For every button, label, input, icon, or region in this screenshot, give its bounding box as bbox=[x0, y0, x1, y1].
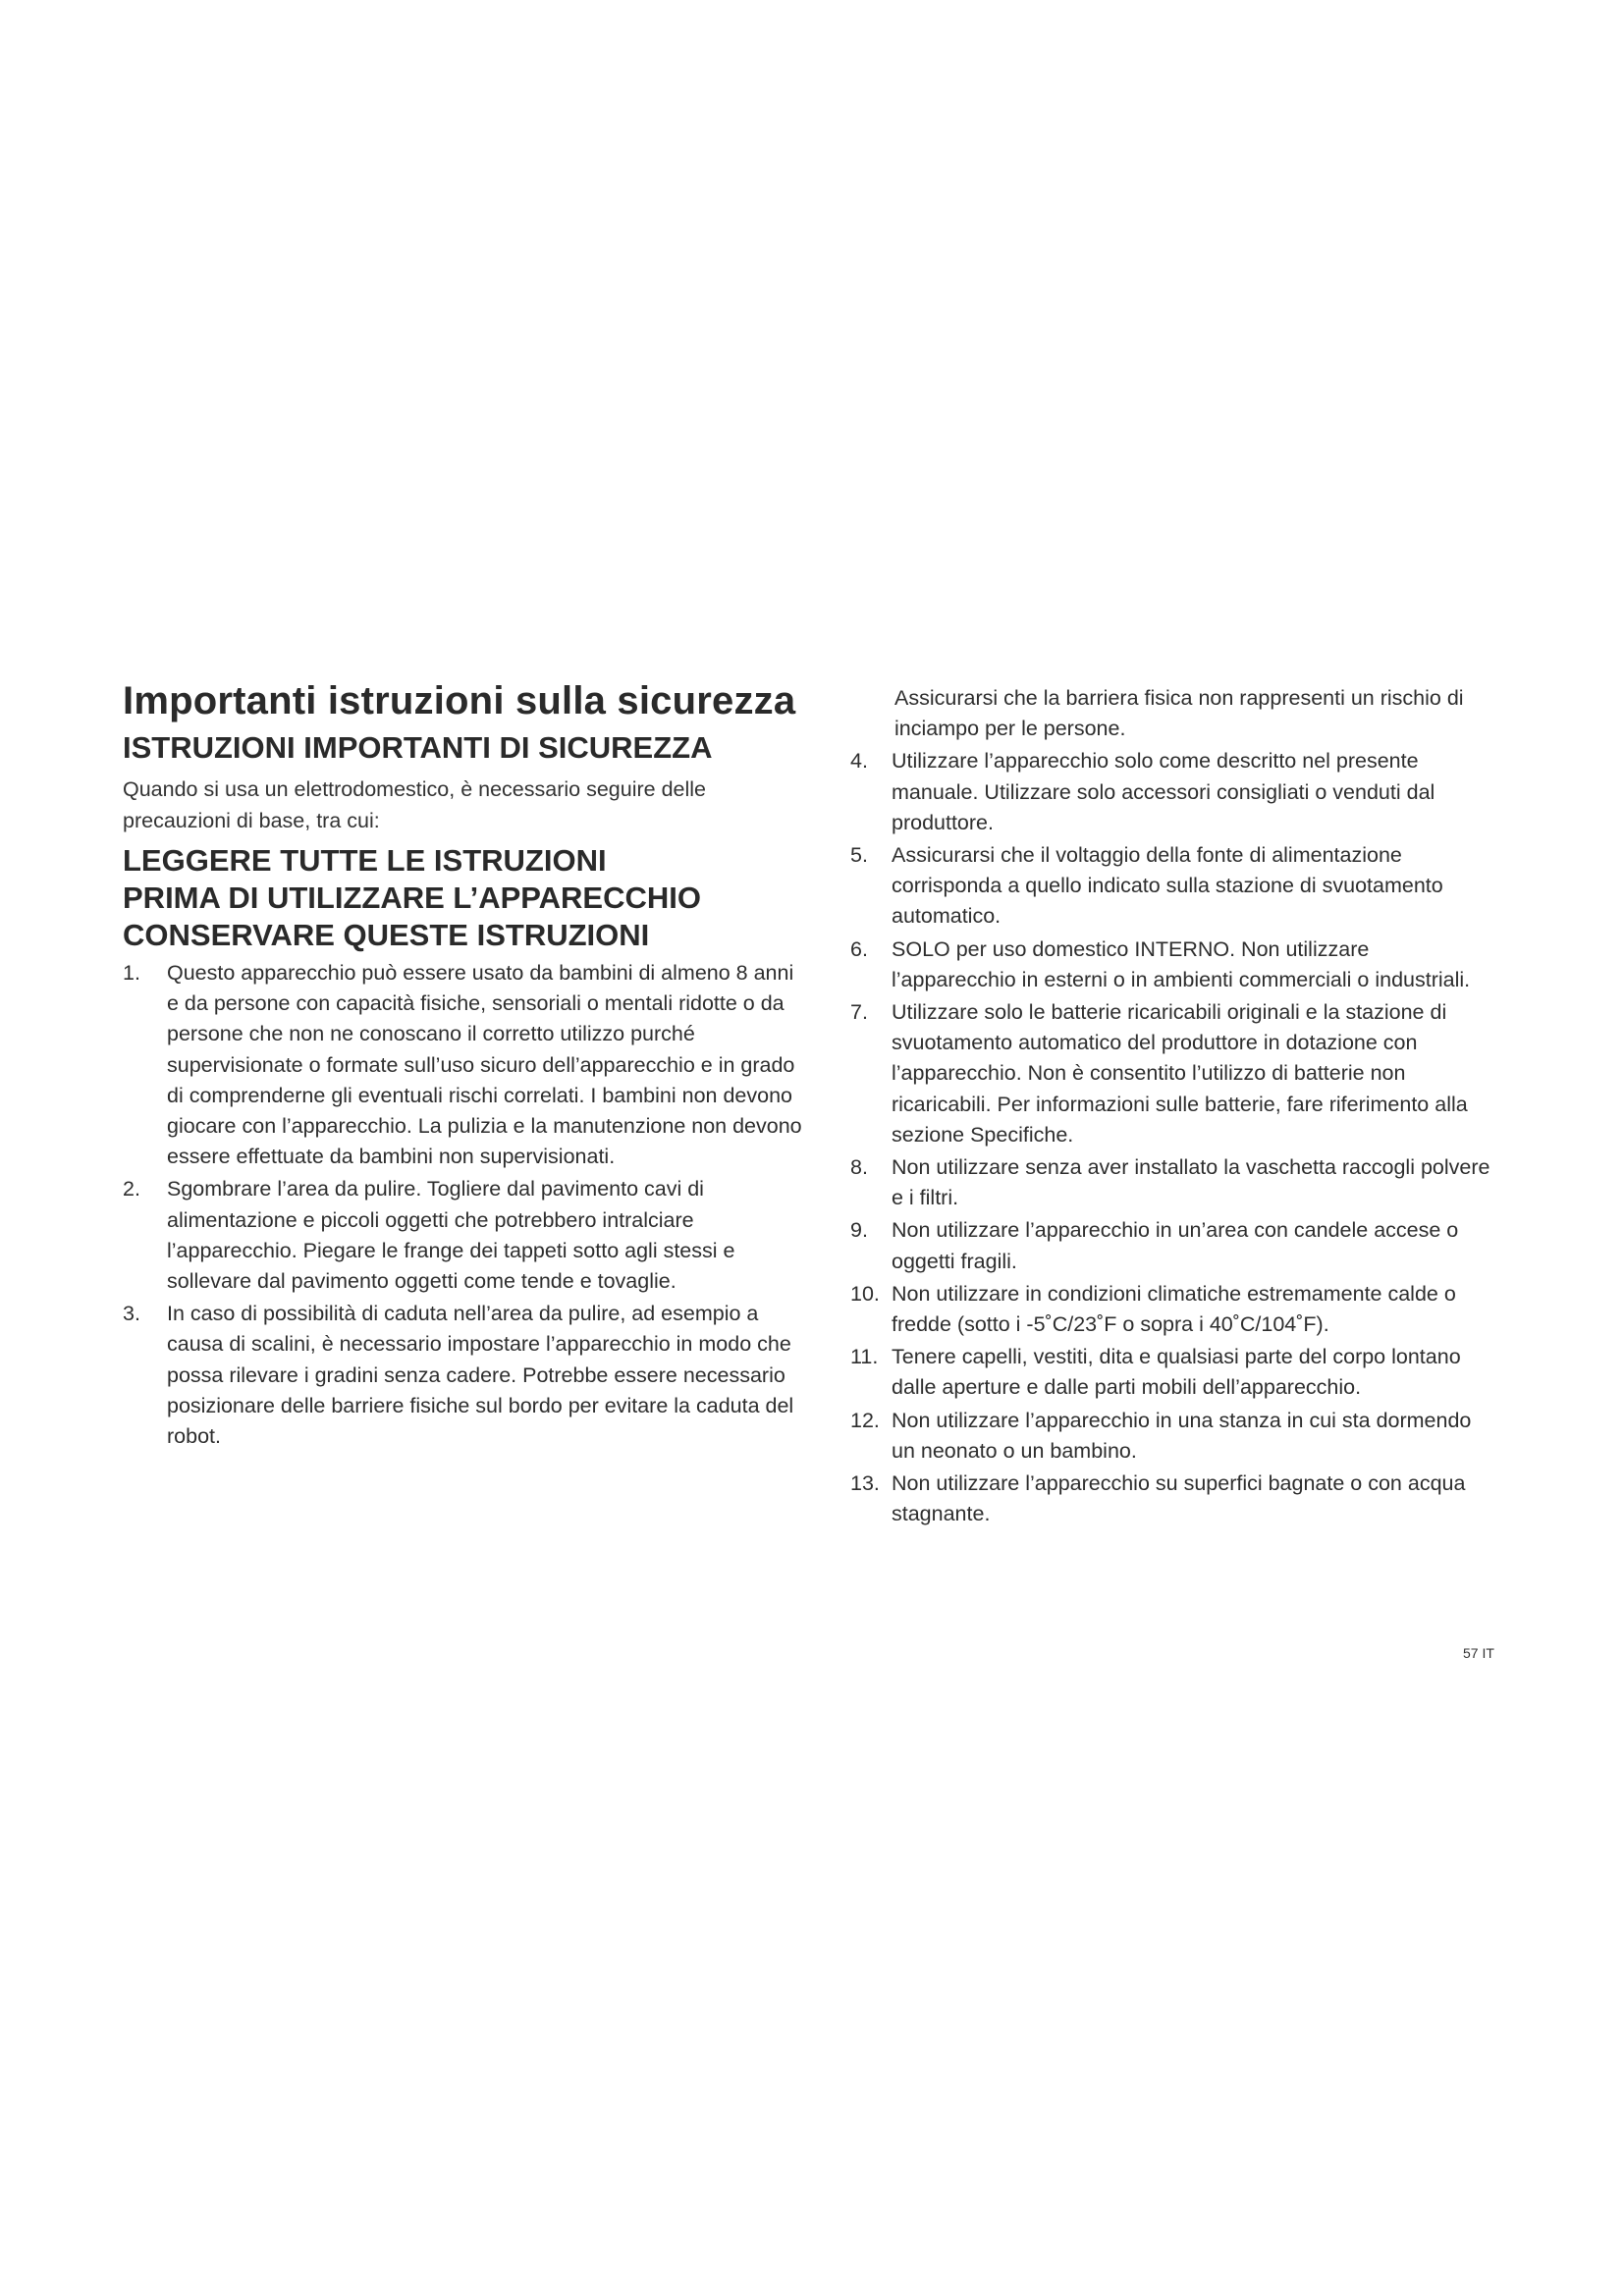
item-number: 2. bbox=[123, 1177, 140, 1201]
warning-line: CONSERVARE QUESTE ISTRUZIONI bbox=[123, 918, 650, 952]
safety-item bbox=[850, 1406, 1498, 1467]
safety-item bbox=[850, 934, 1498, 995]
safety-item bbox=[850, 1279, 1498, 1340]
item-text: Non utilizzare senza aver installato la vaschetta raccogli polvere e i filtri. bbox=[892, 1155, 1490, 1210]
item-text: Non utilizzare in condizioni climatiche estremamente calde o fredde (sotto i -5˚C/23˚F o sopra i 40˚C/104˚F). bbox=[892, 1281, 1456, 1337]
item-text: Tenere capelli, vestiti, dita e qualsiasi parte del corpo lontano dalle aperture e dalle parti mobili dell’apparecchio. bbox=[892, 1345, 1461, 1400]
item-text: Questo apparecchio può essere usato da bambini di almeno 8 anni e da persone con capacità fisiche, sensoriali o mentali ridotte o da persone che non ne conoscano il corretto utilizzo purché supervisionate o formate sull’uso sicuro dell’apparecchio e in grado di comprenderne gli eventuali rischi correlati. I bambini non devono giocare con l’apparecchio. La pulizia e la manutenzione non devono essere effettuate da bambini non supervisionati. bbox=[167, 961, 802, 1169]
item-number: 13. bbox=[850, 1471, 880, 1496]
left-column bbox=[123, 677, 810, 1454]
item-text: Non utilizzare l’apparecchio in un’area con candele accese o oggetti fragili. bbox=[892, 1218, 1459, 1273]
item-text: Utilizzare l’apparecchio solo come descritto nel presente manuale. Utilizzare solo accessori consigliati o venduti dal produttore. bbox=[892, 749, 1435, 834]
warning-line: LEGGERE TUTTE LE ISTRUZIONI bbox=[123, 843, 607, 878]
item-number: 11. bbox=[850, 1345, 879, 1369]
safety-item bbox=[850, 1152, 1498, 1213]
intro-paragraph: Quando si usa un elettrodomestico, è necessario seguire delle precauzioni di base, tra cui: bbox=[123, 777, 706, 832]
item-text: Non utilizzare l’apparecchio in una stanza in cui sta dormendo un neonato o un bambino. bbox=[892, 1408, 1472, 1463]
safety-item bbox=[850, 997, 1498, 1150]
safety-list-right bbox=[850, 746, 1498, 1529]
safety-item bbox=[850, 1468, 1498, 1529]
item-number: 7. bbox=[850, 1000, 868, 1025]
safety-item bbox=[123, 1174, 810, 1297]
right-column bbox=[850, 683, 1498, 1531]
warning-heading bbox=[123, 842, 810, 954]
item-number: 5. bbox=[850, 843, 868, 868]
safety-item bbox=[850, 746, 1498, 838]
warning-line: PRIMA DI UTILIZZARE L’APPARECCHIO bbox=[123, 881, 701, 915]
safety-list-left bbox=[123, 958, 810, 1452]
item-text: In caso di possibilità di caduta nell’area da pulire, ad esempio a causa di scalini, è necessario impostare l’apparecchio in modo che possa rilevare i gradini senza cadere. Potrebbe essere necessario posizionare delle barriere fisiche sul bordo per evitare la caduta del robot. bbox=[167, 1302, 794, 1449]
item-number: 6. bbox=[850, 936, 868, 961]
item-text: Non utilizzare l’apparecchio su superfici bagnate o con acqua stagnante. bbox=[892, 1471, 1466, 1526]
item-text: Assicurarsi che il voltaggio della fonte di alimentazione corrisponda a quello indicato sulla stazione di svuotamento automatico. bbox=[892, 843, 1443, 929]
item-number: 10. bbox=[850, 1281, 880, 1306]
item-number: 3. bbox=[123, 1302, 140, 1326]
page-title: Importanti istruzioni sulla sicurezza bbox=[123, 679, 796, 722]
page-number: 57 IT bbox=[1463, 1645, 1494, 1661]
item-number: 8. bbox=[850, 1155, 868, 1180]
item-number: 12. bbox=[850, 1408, 880, 1432]
section-subtitle: ISTRUZIONI IMPORTANTI DI SICUREZZA bbox=[123, 730, 713, 765]
item-text: Utilizzare solo le batterie ricaricabili originali e la stazione di svuotamento automatico del produttore in dotazione con l’apparecchio. Non è consentito l’utilizzo di batterie non ricaricabili. Per informazioni sulle batterie, fare riferimento alla sezione Specifiche. bbox=[892, 1000, 1468, 1147]
item-number: 1. bbox=[123, 961, 140, 985]
safety-item bbox=[850, 1215, 1498, 1276]
safety-item bbox=[850, 840, 1498, 933]
safety-item bbox=[123, 1299, 810, 1452]
item-number: 9. bbox=[850, 1218, 868, 1243]
safety-item bbox=[123, 958, 810, 1172]
item-continuation: Assicurarsi che la barriera fisica non rappresenti un rischio di inciampo per le persone. bbox=[894, 686, 1464, 741]
item-text: Sgombrare l’area da pulire. Togliere dal pavimento cavi di alimentazione e piccoli oggetti che potrebbero intralciare l’apparecchio. Piegare le frange dei tappeti sotto agli stessi e sollevare dal pavimento oggetti come tende e tovaglie. bbox=[167, 1177, 735, 1294]
item-text: SOLO per uso domestico INTERNO. Non utilizzare l’apparecchio in esterni o in ambienti commerciali o industriali. bbox=[892, 936, 1471, 991]
safety-item bbox=[850, 1342, 1498, 1403]
item-number: 4. bbox=[850, 749, 868, 774]
